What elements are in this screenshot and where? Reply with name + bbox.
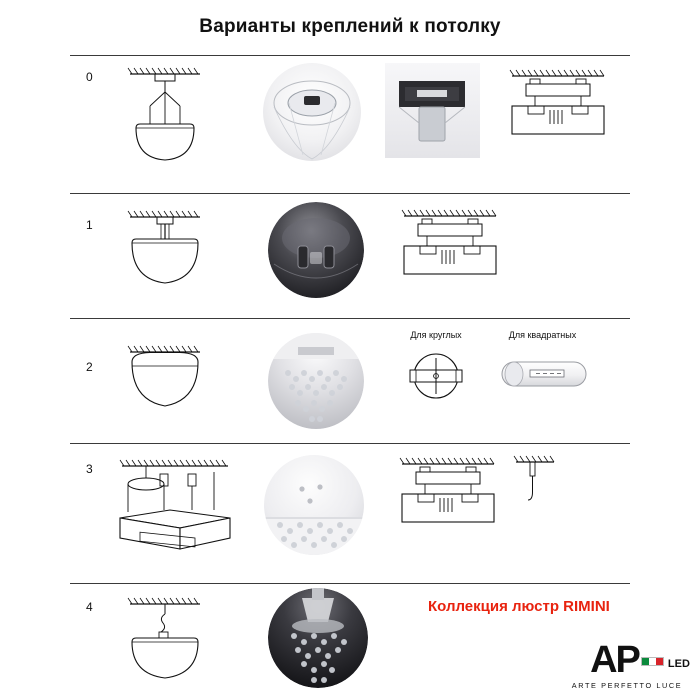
drawing-square-mount — [496, 352, 592, 398]
drawing-rect-pendant-3 — [100, 452, 250, 567]
caption-square: Для квадратных — [508, 330, 577, 340]
row-number-0: 0 — [86, 70, 93, 84]
product-photo-4 — [268, 588, 368, 688]
product-photo-0b — [385, 63, 480, 158]
product-photo-3 — [264, 455, 364, 555]
row-divider-3 — [70, 443, 630, 444]
product-photo-2 — [268, 333, 364, 429]
drawing-bracket-3 — [388, 450, 508, 550]
row-divider-1 — [70, 193, 630, 194]
row-number-3: 3 — [86, 462, 93, 476]
product-photo-0a — [263, 63, 361, 161]
row-number-4: 4 — [86, 600, 93, 614]
drawing-bracket-0 — [498, 62, 618, 162]
drawing-dome-2 — [110, 340, 220, 420]
row-divider-4 — [70, 583, 630, 584]
caption-round: Для круглых — [410, 330, 462, 340]
brand-logo — [568, 639, 690, 690]
row-divider-0 — [70, 55, 630, 56]
row-divider-2 — [70, 318, 630, 319]
product-photo-1 — [268, 202, 364, 298]
brand-tagline: ARTE PERFETTO LUCE — [571, 681, 683, 690]
row-number-1: 1 — [86, 218, 93, 232]
drawing-round-mount — [400, 348, 472, 404]
row-number-2: 2 — [86, 360, 93, 374]
drawing-bracket-1 — [390, 202, 510, 302]
italy-flag-icon — [641, 657, 664, 666]
drawing-hook-dome-4 — [110, 592, 220, 682]
brand-name — [590, 639, 690, 681]
collection-label: Коллекция люстр RIMINI — [428, 598, 610, 615]
brand-led-text: LED — [667, 658, 690, 670]
drawing-pendant-0 — [110, 62, 220, 172]
drawing-pendant-1 — [110, 205, 220, 295]
brand-name-text: AP — [590, 639, 639, 681]
drawing-hook-3 — [508, 448, 568, 518]
page-title: Варианты креплений к потолку — [199, 16, 501, 37]
